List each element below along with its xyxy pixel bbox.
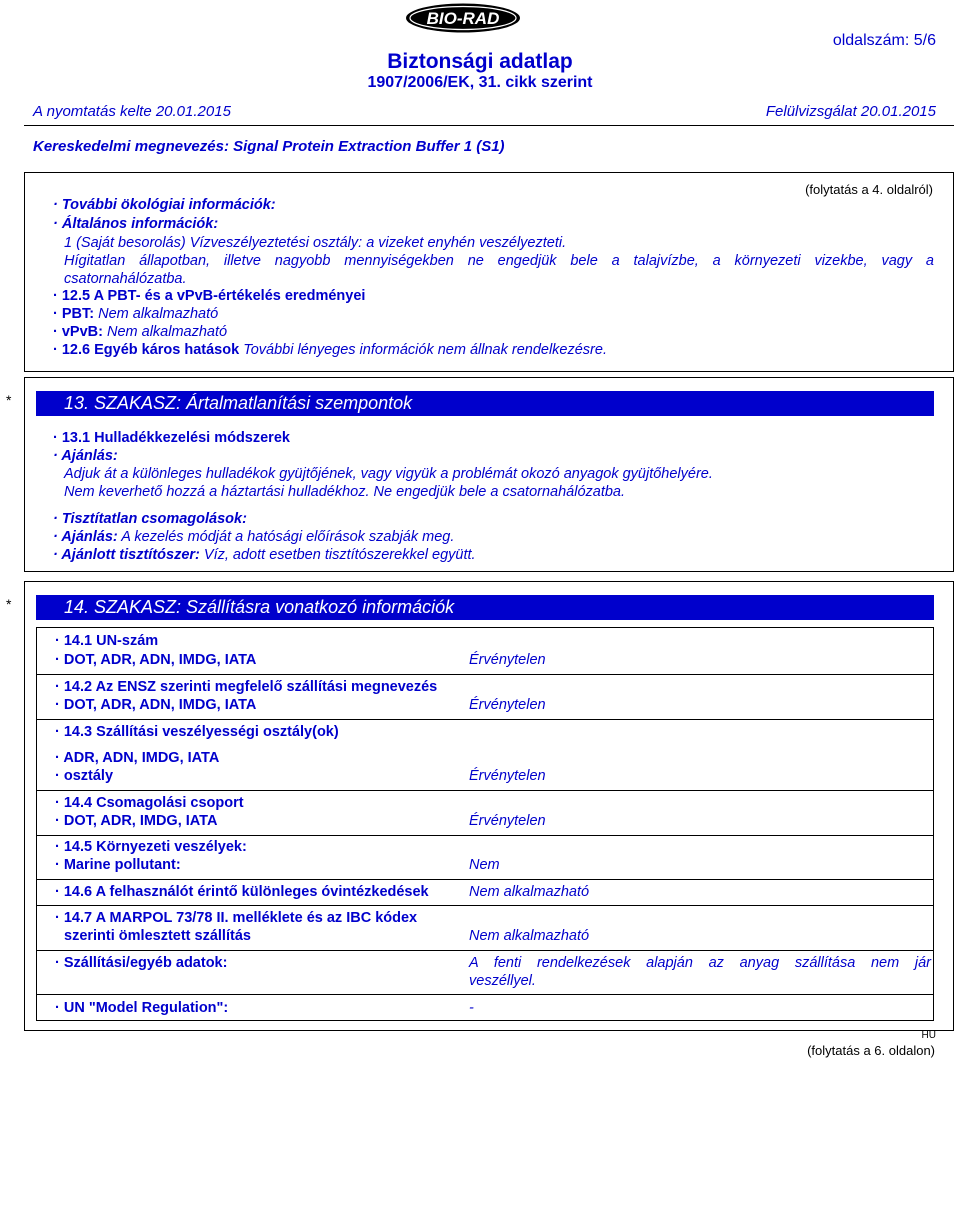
transport-info-label: · Szállítási/egyéb adatok: xyxy=(55,955,228,971)
marpol-value: Nem alkalmazható xyxy=(469,928,590,944)
row-divider xyxy=(36,719,934,720)
header-divider xyxy=(24,125,954,126)
row-divider xyxy=(36,790,934,791)
print-date: A nyomtatás kelte 20.01.2015 xyxy=(33,103,231,120)
other-effects-row xyxy=(53,341,607,359)
other-effects-value: További lényeges információk nem állnak rendelkezésre. xyxy=(239,342,607,358)
hazard-class-row-2: · osztály xyxy=(55,768,114,784)
cleaner-value: Víz, adott esetben tisztítószerekkel együtt. xyxy=(199,547,476,563)
section-14-heading: 14. SZAKASZ: Szállításra vonatkozó információk xyxy=(36,595,934,620)
wgk-text: 1 (Saját besorolás) Vízveszélyeztetési osztály: a vizeket enyhén veszélyezteti. xyxy=(64,235,567,251)
rec2-value: A kezelés módját a hatósági előírások szabják meg. xyxy=(117,529,455,545)
hazard-class-label: · 14.3 Szállítási veszélyességi osztály(ok) xyxy=(55,724,339,740)
cleaner-row xyxy=(53,546,476,564)
cleaner-label: · Ajánlott tisztítószer: xyxy=(53,547,200,563)
row-divider xyxy=(36,674,934,675)
uncleaned-packaging: · Tisztítatlan csomagolások: xyxy=(53,511,247,527)
row-divider xyxy=(36,905,934,906)
pbt-row xyxy=(53,305,218,323)
un-number-label: · 14.1 UN-szám xyxy=(55,633,159,649)
hazard-class-row-1: · ADR, ADN, IMDG, IATA xyxy=(55,750,220,766)
un-number-row: · DOT, ADR, ADN, IMDG, IATA xyxy=(55,652,257,668)
other-effects-label: · 12.6 Egyéb káros hatások xyxy=(53,342,240,358)
page-number: oldalszám: 5/6 xyxy=(832,32,936,49)
dilute-text-2: csatornahálózatba. xyxy=(64,271,187,287)
continued-on: (folytatás a 6. oldalon) xyxy=(807,1043,935,1058)
rec2-label: · Ajánlás: xyxy=(53,529,118,545)
shipping-name-row: · DOT, ADR, ADN, IMDG, IATA xyxy=(55,697,257,713)
eco-more-heading: · További ökológiai információk: xyxy=(53,197,276,213)
un-model-value: - xyxy=(469,1000,474,1016)
pbt-value: Nem alkalmazható xyxy=(94,306,219,322)
pbt-label: · PBT: xyxy=(53,306,95,322)
vpvb-label: · vPvB: xyxy=(53,324,103,340)
special-precautions-value: Nem alkalmazható xyxy=(469,884,590,900)
hazard-class-value: Érvénytelen xyxy=(469,768,546,784)
row-divider xyxy=(36,879,934,880)
rec2-row xyxy=(53,528,454,546)
logo-text: BIO-RAD xyxy=(426,9,500,28)
row-divider xyxy=(36,835,934,836)
general-info-heading: · Általános információk: xyxy=(53,216,219,232)
pbt-heading: · 12.5 A PBT- és a vPvB-értékelés eredményei xyxy=(53,288,366,304)
packing-group-label: · 14.4 Csomagolási csoport xyxy=(55,795,244,811)
document-subtitle: 1907/2006/EK, 31. cikk szerint xyxy=(367,74,593,91)
language-code: HU xyxy=(921,1030,936,1041)
un-number-value: Érvénytelen xyxy=(469,652,546,668)
change-marker-14: * xyxy=(6,596,12,612)
dilute-text-1: Hígitatlan állapotban, illetve nagyobb mennyiségekben ne engedjük bele a talajvízbe, a környezeti vizekbe, vagy a xyxy=(64,253,934,269)
trade-name: Kereskedelmi megnevezés: Signal Protein Extraction Buffer 1 (S1) xyxy=(33,138,505,155)
waste-method: · 13.1 Hulladékkezelési módszerek xyxy=(53,430,290,446)
marine-pollutant-label: · Marine pollutant: xyxy=(55,857,181,873)
change-marker-13: * xyxy=(6,392,12,408)
special-precautions-label: · 14.6 A felhasználót érintő különleges óvintézkedések xyxy=(55,884,429,900)
packing-group-row: · DOT, ADR, IMDG, IATA xyxy=(55,813,218,829)
row-divider xyxy=(36,994,934,995)
shipping-name-value: Érvénytelen xyxy=(469,697,546,713)
transport-info-value-2: veszéllyel. xyxy=(469,973,536,989)
vpvb-row xyxy=(53,323,227,341)
transport-info-value-1: A fenti rendelkezések alapján az anyag szállítása nem jár xyxy=(469,955,931,971)
marine-pollutant-value: Nem xyxy=(469,857,500,873)
row-divider xyxy=(36,950,934,951)
bio-rad-logo xyxy=(405,3,521,33)
recommendation-text-2: Nem keverhető hozzá a háztartási hulladékhoz. Ne engedjük bele a csatornahálózatba. xyxy=(64,484,626,500)
packing-group-value: Érvénytelen xyxy=(469,813,546,829)
env-hazards-label: · 14.5 Környezeti veszélyek: xyxy=(55,839,247,855)
recommendation-heading: · Ajánlás: xyxy=(53,448,118,464)
review-date: Felülvizsgálat 20.01.2015 xyxy=(765,103,936,120)
marpol-label-1: · 14.7 A MARPOL 73/78 II. melléklete és az IBC kódex xyxy=(55,910,418,926)
vpvb-value: Nem alkalmazható xyxy=(102,324,228,340)
document-title: Biztonsági adatlap xyxy=(387,50,573,73)
continued-from: (folytatás a 4. oldalról) xyxy=(805,182,933,197)
marpol-label-2: szerinti ömlesztett szállítás xyxy=(64,928,251,944)
recommendation-text-1: Adjuk át a különleges hulladékok gyüjtőjének, vagy vigyük a problémát okozó anyagok gyüjtőhelyére. xyxy=(64,466,713,482)
shipping-name-label: · 14.2 Az ENSZ szerinti megfelelő szállítási megnevezés xyxy=(55,679,438,695)
un-model-label: · UN "Model Regulation": xyxy=(55,1000,229,1016)
section-13-heading: 13. SZAKASZ: Ártalmatlanítási szempontok xyxy=(36,391,934,416)
